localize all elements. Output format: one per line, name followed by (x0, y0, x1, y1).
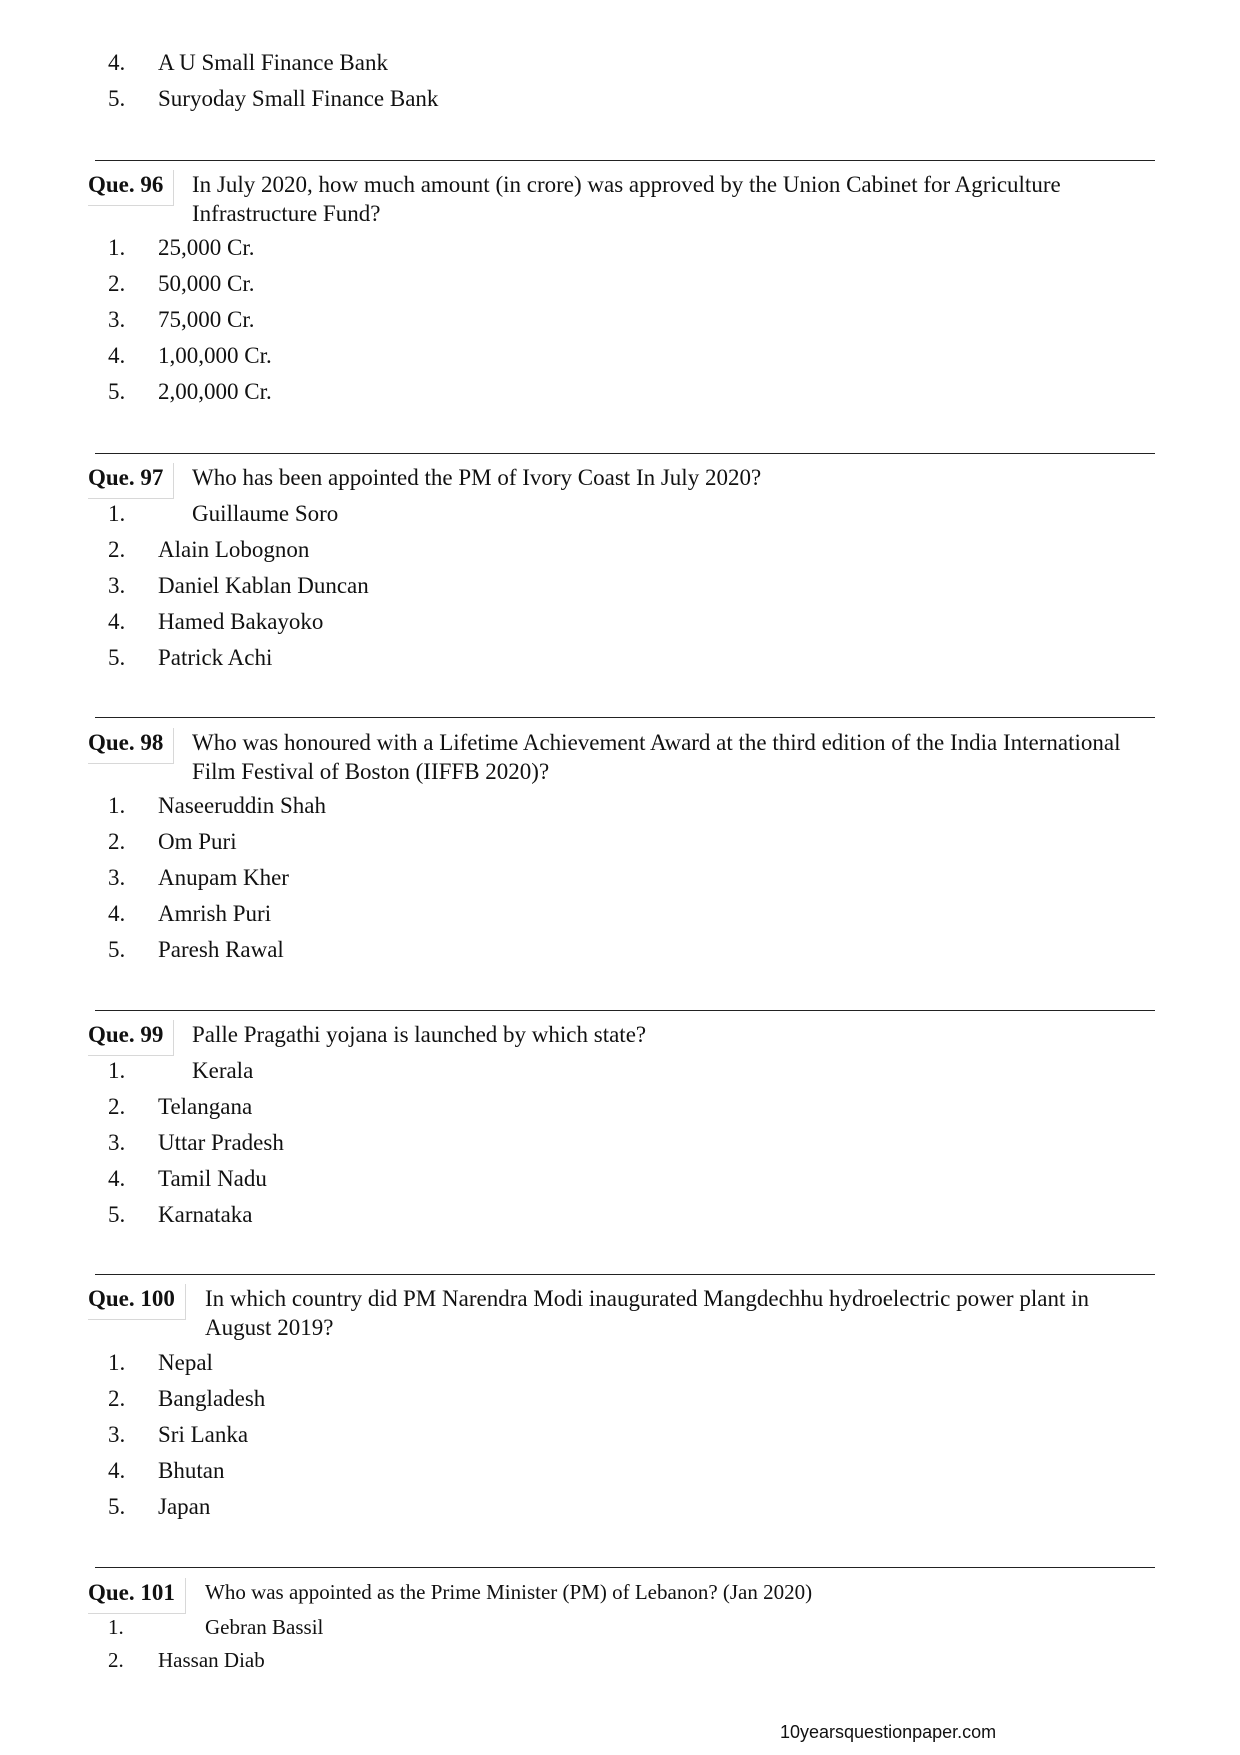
option-number: 5. (108, 645, 126, 670)
option-text: 50,000 Cr. (158, 271, 255, 296)
option-text: Om Puri (158, 829, 237, 854)
option-number: 2. (108, 537, 126, 562)
question-divider (95, 1274, 1155, 1275)
option-number: 1. (108, 1350, 126, 1375)
question-text: Who has been appointed the PM of Ivory Coast In July 2020? (192, 465, 762, 490)
option-text: Patrick Achi (158, 645, 273, 670)
option-text: 75,000 Cr. (158, 307, 255, 332)
option-number: 5. (108, 937, 126, 962)
option-number: 2. (108, 1386, 126, 1411)
option-text: Bangladesh (158, 1386, 266, 1411)
option-number: 1. (108, 793, 126, 818)
option-number: 2. (108, 1648, 124, 1672)
option-text: Anupam Kher (158, 865, 289, 890)
option-text: Telangana (158, 1094, 253, 1119)
option-number: 4. (108, 901, 126, 926)
option-number: 4. (108, 609, 126, 634)
option-text: Bhutan (158, 1458, 225, 1483)
question-divider (95, 1010, 1155, 1011)
option-text: Paresh Rawal (158, 937, 284, 962)
option-number: 1. (108, 501, 126, 526)
option-text: Japan (158, 1494, 211, 1519)
option-text: Gebran Bassil (205, 1615, 324, 1639)
option-number: 3. (108, 1130, 126, 1155)
question-number: Que. 101 (88, 1578, 186, 1614)
option-text: Sri Lanka (158, 1422, 249, 1447)
option-text: Suryoday Small Finance Bank (158, 86, 439, 111)
option-number: 5. (108, 86, 126, 111)
option-number: 2. (108, 829, 126, 854)
option-number: 5. (108, 379, 126, 404)
site-footer: 10yearsquestionpaper.com (780, 1722, 997, 1742)
option-number: 3. (108, 865, 126, 890)
option-number: 2. (108, 271, 126, 296)
option-text: Alain Lobognon (158, 537, 310, 562)
question-text: Who was honoured with a Lifetime Achievement Award at the third edition of the India International Film Festival of Boston (IIFFB 2020)? (192, 730, 1121, 784)
option-text: 1,00,000 Cr. (158, 343, 272, 368)
question-number: Que. 99 (88, 1020, 174, 1056)
option-number: 4. (108, 1166, 126, 1191)
option-text: Karnataka (158, 1202, 253, 1227)
option-number: 1. (108, 1058, 126, 1083)
option-number: 3. (108, 1422, 126, 1447)
question-text: In which country did PM Narendra Modi inaugurated Mangdechhu hydroelectric power plant in August 2019? (205, 1286, 1089, 1340)
option-number: 4. (108, 1458, 126, 1483)
question-divider (95, 160, 1155, 161)
question-divider (95, 1567, 1155, 1568)
question-number: Que. 98 (88, 728, 174, 764)
option-number: 1. (108, 1615, 124, 1639)
question-number: Que. 97 (88, 463, 174, 499)
option-number: 5. (108, 1494, 126, 1519)
option-text: Guillaume Soro (192, 501, 339, 526)
option-number: 2. (108, 1094, 126, 1119)
option-number: 4. (108, 343, 126, 368)
option-number: 3. (108, 307, 126, 332)
question-number: Que. 100 (88, 1284, 186, 1320)
question-text: Palle Pragathi yojana is launched by which state? (192, 1022, 647, 1047)
option-number: 3. (108, 573, 126, 598)
option-text: 2,00,000 Cr. (158, 379, 272, 404)
question-divider (95, 453, 1155, 454)
option-number: 1. (108, 235, 126, 260)
option-text: Uttar Pradesh (158, 1130, 284, 1155)
option-text: Hassan Diab (158, 1648, 265, 1672)
option-number: 4. (108, 50, 126, 75)
option-text: Hamed Bakayoko (158, 609, 324, 634)
option-text: Kerala (192, 1058, 254, 1083)
option-text: Naseeruddin Shah (158, 793, 326, 818)
option-text: Nepal (158, 1350, 213, 1375)
question-text: Who was appointed as the Prime Minister (PM) of Lebanon? (Jan 2020) (205, 1580, 813, 1604)
option-text: Amrish Puri (158, 901, 272, 926)
option-number: 5. (108, 1202, 126, 1227)
question-text: In July 2020, how much amount (in crore) was approved by the Union Cabinet for Agriculture Infrastructure Fund? (192, 172, 1061, 226)
option-text: Tamil Nadu (158, 1166, 267, 1191)
question-divider (95, 717, 1155, 718)
option-text: A U Small Finance Bank (158, 50, 388, 75)
option-text: 25,000 Cr. (158, 235, 255, 260)
question-number: Que. 96 (88, 170, 174, 206)
option-text: Daniel Kablan Duncan (158, 573, 369, 598)
